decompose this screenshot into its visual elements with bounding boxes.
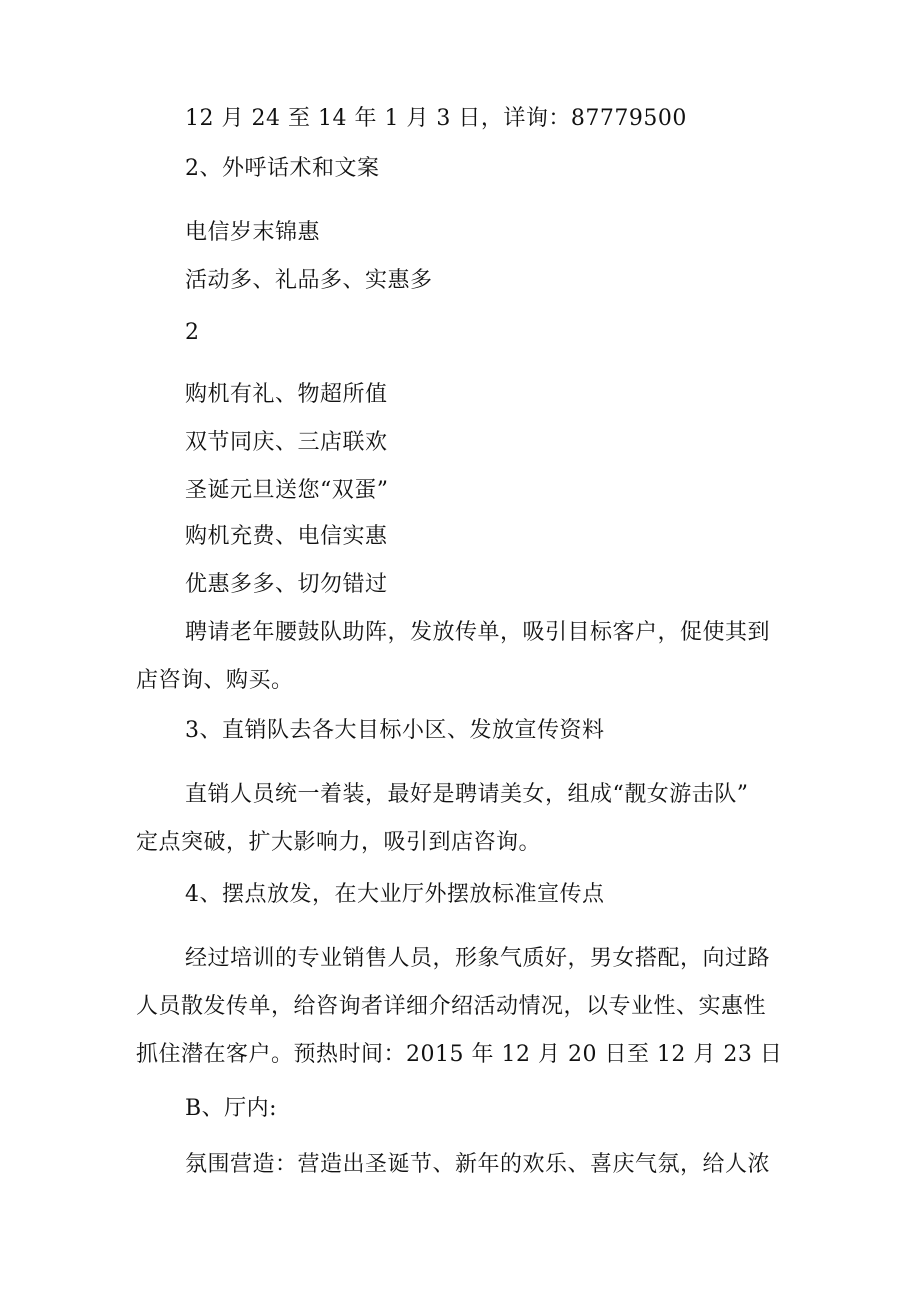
contact-date-line: 12 月 24 至 14 年 1 月 3 日，详询：87779500 (185, 106, 687, 131)
paragraph-line: 定点突破，扩大影响力，吸引到店咨询。 (136, 830, 542, 855)
section-heading-3: 3、直销队去各大目标小区、发放宣传资料 (185, 718, 605, 743)
paragraph-line: 店咨询、购买。 (136, 668, 294, 693)
section-heading-4: 4、摆点放发，在大业厅外摆放标准宣传点 (185, 882, 605, 907)
paragraph-line: 聘请老年腰鼓队助阵，发放传单，吸引目标客户，促使其到 (185, 620, 771, 645)
slogan-line-4: 双节同庆、三店联欢 (185, 430, 388, 455)
slogan-line-3: 购机有礼、物超所值 (185, 382, 388, 407)
slogan-line-5: 圣诞元旦送您“双蛋” (185, 478, 389, 503)
paragraph-line: 氛围营造：营造出圣诞节、新年的欢乐、喜庆气氛，给人浓 (185, 1152, 771, 1177)
slogan-line-7: 优惠多多、切勿错过 (185, 572, 388, 597)
section-heading-2: 2、外呼话术和文案 (185, 156, 380, 181)
paragraph-line: 经过培训的专业销售人员，形象气质好，男女搭配，向过路 (185, 946, 771, 971)
section-heading-b: B、厅内: (185, 1096, 278, 1121)
slogan-line-6: 购机充费、电信实惠 (185, 524, 388, 549)
paragraph-line: 直销人员统一着装，最好是聘请美女，组成“靓女游击队” (185, 782, 749, 807)
slogan-line-2: 活动多、礼品多、实惠多 (185, 268, 433, 293)
page-number: 2 (185, 320, 200, 345)
slogan-line-1: 电信岁末锦惠 (185, 220, 321, 245)
paragraph-line: 人员散发传单，给咨询者详细介绍活动情况，以专业性、实惠性 (136, 994, 767, 1019)
paragraph-line: 抓住潜在客户。预热时间：2015 年 12 月 20 日至 12 月 23 日 (136, 1042, 783, 1067)
